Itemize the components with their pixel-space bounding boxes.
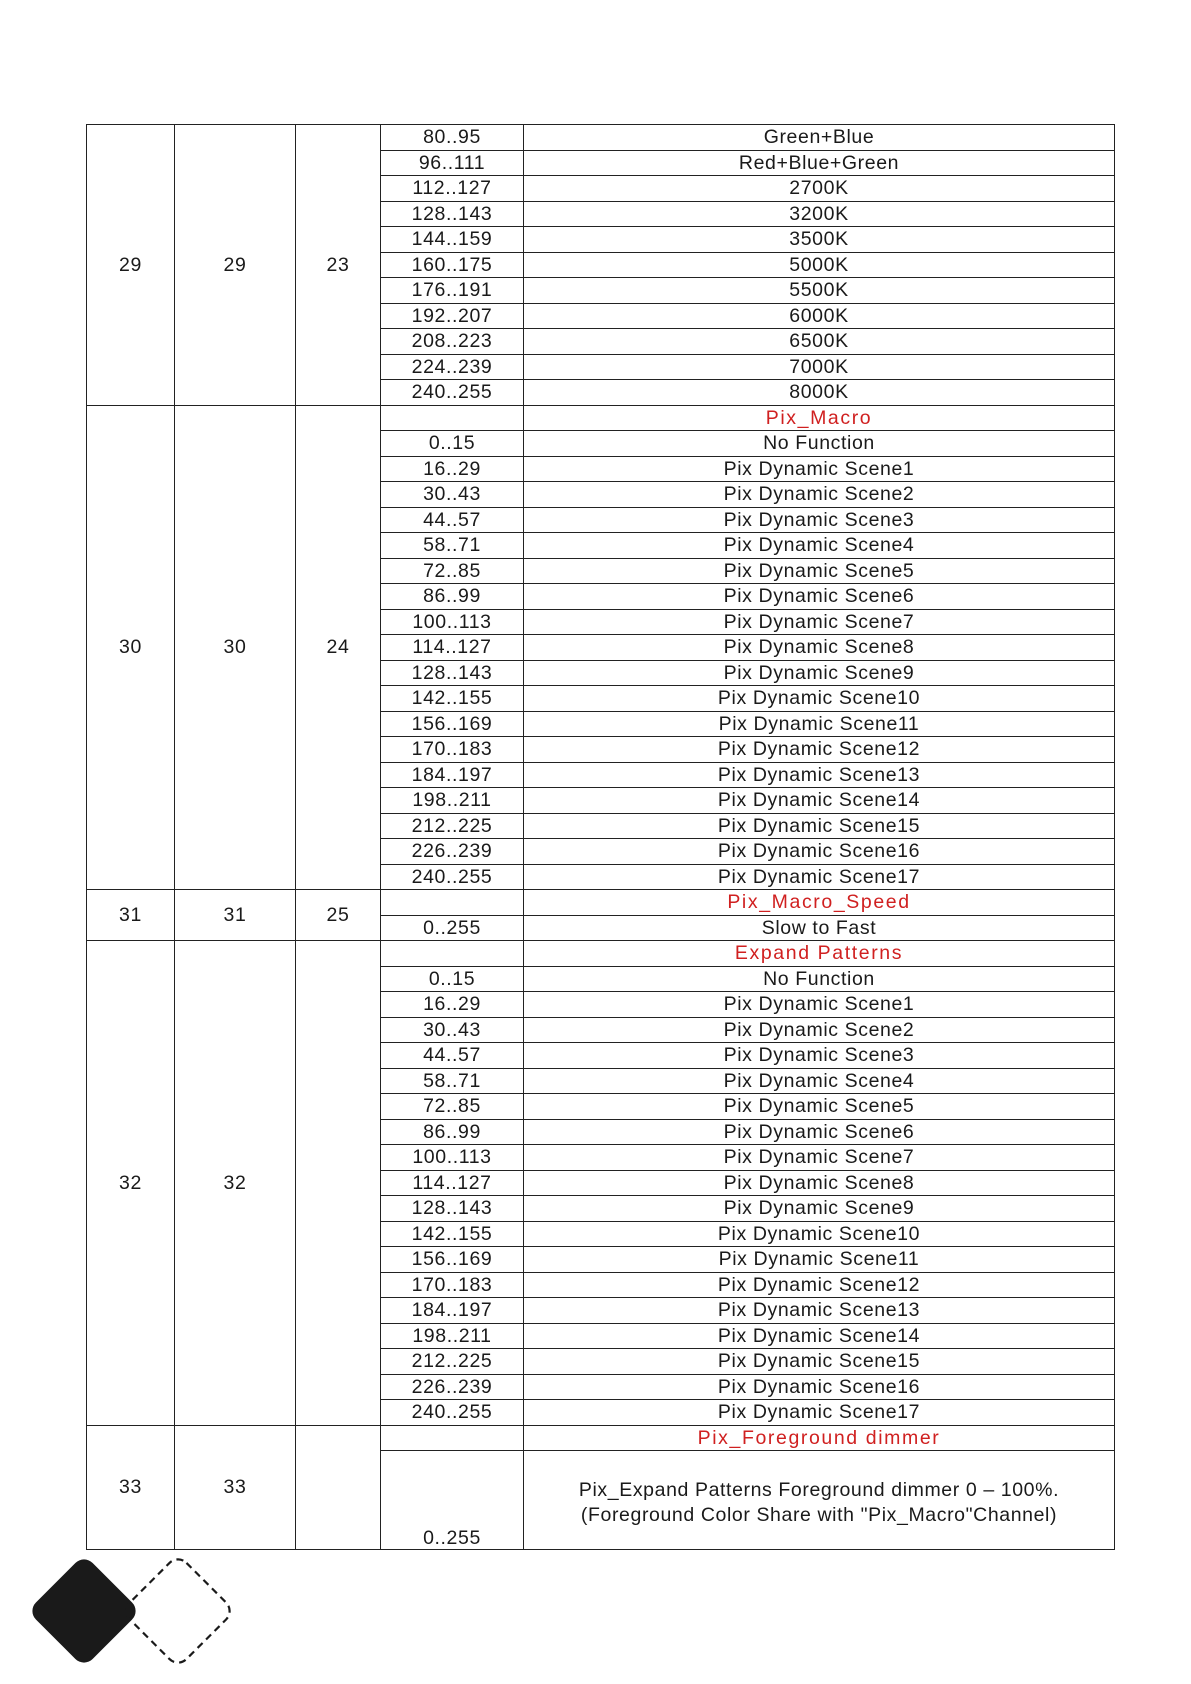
channel-cell-1: 33 [87,1425,175,1550]
function-cell: Slow to Fast [524,915,1115,941]
function-cell: No Function [524,431,1115,457]
value-range-cell: 0..15 [381,431,524,457]
channel-cell-2: 32 [175,941,296,1426]
value-range-cell: 16..29 [381,992,524,1018]
function-cell: Pix Dynamic Scene1 [524,456,1115,482]
value-range-cell: 156..169 [381,1247,524,1273]
value-range-cell: 72..85 [381,1094,524,1120]
function-cell: Pix Dynamic Scene14 [524,788,1115,814]
function-cell: Pix Dynamic Scene16 [524,1374,1115,1400]
channel-cell-2: 31 [175,890,296,941]
value-range-cell: 128..143 [381,201,524,227]
value-range-cell: 128..143 [381,1196,524,1222]
value-range-cell: 224..239 [381,354,524,380]
function-cell: Pix Dynamic Scene13 [524,1298,1115,1324]
function-cell: Green+Blue [524,125,1115,151]
table-row [87,890,1115,916]
table-row [87,941,1115,967]
function-cell: Pix Dynamic Scene4 [524,533,1115,559]
value-range-cell: 170..183 [381,1272,524,1298]
function-cell: Pix Dynamic Scene7 [524,609,1115,635]
table-row [87,405,1115,431]
function-cell: Pix Dynamic Scene2 [524,1017,1115,1043]
value-range-cell: 44..57 [381,1043,524,1069]
value-range-cell: 0..255 [381,1451,524,1550]
value-range-cell: 112..127 [381,176,524,202]
function-note-line: Pix_Expand Patterns Foreground dimmer 0 – 100%. [578,1479,1060,1501]
function-cell: Pix Dynamic Scene8 [524,1170,1115,1196]
function-cell: Pix Dynamic Scene15 [524,813,1115,839]
value-range-cell: 176..191 [381,278,524,304]
function-cell: Pix Dynamic Scene11 [524,711,1115,737]
function-cell: 6500K [524,329,1115,355]
function-cell: Pix Dynamic Scene12 [524,1272,1115,1298]
function-cell: Pix Dynamic Scene13 [524,762,1115,788]
value-range-cell [381,890,524,916]
function-cell: Pix Dynamic Scene3 [524,507,1115,533]
value-range-cell: 198..211 [381,788,524,814]
value-range-cell: 80..95 [381,125,524,151]
channel-cell-2: 29 [175,125,296,406]
value-range-cell: 170..183 [381,737,524,763]
value-range-cell: 144..159 [381,227,524,253]
value-range-cell: 114..127 [381,635,524,661]
function-cell: 7000K [524,354,1115,380]
table-row [87,1425,1115,1451]
function-cell: Pix Dynamic Scene9 [524,660,1115,686]
function-section-header: Expand Patterns [524,941,1115,967]
value-range-cell: 0..255 [381,915,524,941]
value-range-cell: 240..255 [381,1400,524,1426]
function-section-header: Pix_Foreground dimmer [524,1425,1115,1451]
function-cell: Pix Dynamic Scene8 [524,635,1115,661]
value-range-cell: 86..99 [381,1119,524,1145]
dmx-channel-table [86,124,1115,1550]
function-cell: Pix Dynamic Scene3 [524,1043,1115,1069]
table-row [87,125,1115,151]
value-range-cell: 96..111 [381,150,524,176]
value-range-cell: 30..43 [381,482,524,508]
value-range-cell [381,1425,524,1451]
function-cell: 5500K [524,278,1115,304]
function-cell: Pix Dynamic Scene12 [524,737,1115,763]
value-range-cell: 226..239 [381,839,524,865]
channel-cell-3: 23 [296,125,381,406]
value-range-cell: 100..113 [381,609,524,635]
value-range-cell: 226..239 [381,1374,524,1400]
channel-cell-2: 30 [175,405,296,890]
value-range-cell: 160..175 [381,252,524,278]
function-cell: 8000K [524,380,1115,406]
value-range-cell: 30..43 [381,1017,524,1043]
function-cell: Pix Dynamic Scene10 [524,686,1115,712]
function-cell: Red+Blue+Green [524,150,1115,176]
function-cell: 5000K [524,252,1115,278]
channel-cell-3 [296,1425,381,1550]
channel-cell-1: 32 [87,941,175,1426]
value-range-cell: 142..155 [381,1221,524,1247]
channel-cell-2: 33 [175,1425,296,1550]
function-cell: Pix Dynamic Scene5 [524,558,1115,584]
function-cell: 3500K [524,227,1115,253]
function-note-line: (Foreground Color Share with "Pix_Macro"Channel) [580,1504,1058,1526]
function-cell: Pix Dynamic Scene11 [524,1247,1115,1273]
value-range-cell: 212..225 [381,813,524,839]
value-range-cell: 156..169 [381,711,524,737]
logo-solid-diamond [27,1554,140,1667]
value-range-cell: 184..197 [381,762,524,788]
function-cell: Pix Dynamic Scene7 [524,1145,1115,1171]
function-cell: Pix Dynamic Scene17 [524,864,1115,890]
value-range-cell: 44..57 [381,507,524,533]
function-cell: Pix Dynamic Scene5 [524,1094,1115,1120]
channel-cell-1: 31 [87,890,175,941]
value-range-cell: 192..207 [381,303,524,329]
channel-cell-1: 30 [87,405,175,890]
function-cell: Pix Dynamic Scene4 [524,1068,1115,1094]
value-range-cell: 58..71 [381,1068,524,1094]
logo-dashed-diamond [121,1554,234,1667]
value-range-cell: 0..15 [381,966,524,992]
function-cell: Pix Dynamic Scene14 [524,1323,1115,1349]
value-range-cell [381,405,524,431]
function-cell: No Function [524,966,1115,992]
channel-cell-1: 29 [87,125,175,406]
value-range-cell: 208..223 [381,329,524,355]
function-cell: Pix Dynamic Scene6 [524,584,1115,610]
function-cell: Pix Dynamic Scene6 [524,1119,1115,1145]
function-cell: Pix Dynamic Scene16 [524,839,1115,865]
function-cell: Pix Dynamic Scene17 [524,1400,1115,1426]
function-cell: Pix Dynamic Scene10 [524,1221,1115,1247]
function-cell [524,1451,1115,1550]
value-range-cell: 240..255 [381,380,524,406]
value-range-cell: 142..155 [381,686,524,712]
channel-cell-3 [296,941,381,1426]
function-section-header: Pix_Macro [524,405,1115,431]
value-range-cell: 198..211 [381,1323,524,1349]
function-cell: 2700K [524,176,1115,202]
value-range-cell: 16..29 [381,456,524,482]
value-range-cell: 100..113 [381,1145,524,1171]
function-cell: Pix Dynamic Scene9 [524,1196,1115,1222]
function-cell: Pix Dynamic Scene2 [524,482,1115,508]
value-range-cell: 114..127 [381,1170,524,1196]
function-cell: Pix Dynamic Scene1 [524,992,1115,1018]
brand-logo [26,1553,236,1678]
value-range-cell: 86..99 [381,584,524,610]
channel-cell-3: 25 [296,890,381,941]
value-range-cell: 184..197 [381,1298,524,1324]
value-range-cell: 128..143 [381,660,524,686]
value-range-cell [381,941,524,967]
function-cell: 6000K [524,303,1115,329]
value-range-cell: 58..71 [381,533,524,559]
function-cell: Pix Dynamic Scene15 [524,1349,1115,1375]
value-range-cell: 212..225 [381,1349,524,1375]
channel-cell-3: 24 [296,405,381,890]
function-section-header: Pix_Macro_Speed [524,890,1115,916]
value-range-cell: 72..85 [381,558,524,584]
value-range-cell: 240..255 [381,864,524,890]
function-cell: 3200K [524,201,1115,227]
